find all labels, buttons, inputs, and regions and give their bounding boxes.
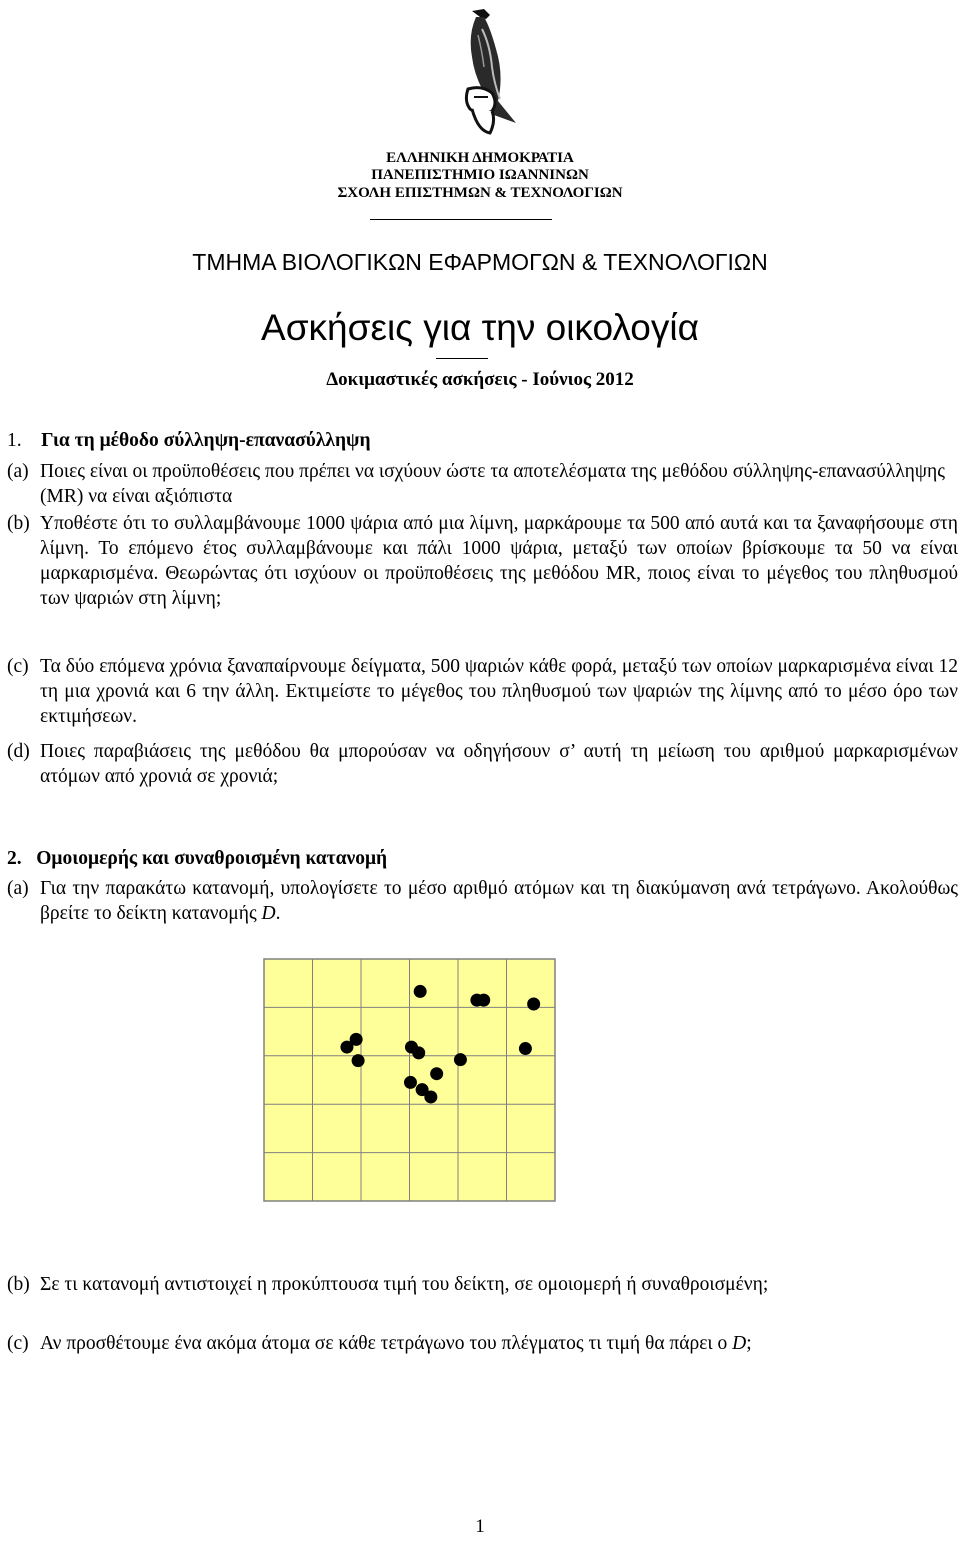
quadrat-grid — [263, 958, 556, 1202]
item-text: Ποιες είναι οι προϋποθέσεις που πρέπει να ισχύουν ώστε τα αποτελέσματα της μεθόδου σύλληψης-επανασύλληψης (MR) να είναι αξιόπιστα — [40, 461, 945, 507]
exercise-2-item-a — [7, 876, 958, 926]
exercise-number: 1. — [7, 430, 22, 451]
institution-line: ΣΧΟΛΗ ΕΠΙΣΤΗΜΩΝ & ΤΕΧΝΟΛΟΓΙΩΝ — [337, 185, 623, 201]
item-text-part: Αν προσθέτουμε ένα ακόμα άτομα σε κάθε τετράγωνο του πλέγματος τι τιμή θα πάρει ο — [40, 1333, 733, 1354]
exercise-title: Για τη μέθοδο σύλληψη-επανασύλληψη — [41, 430, 371, 451]
item-text — [40, 876, 958, 926]
institution-line: ΕΛΛΗΝΙΚΗ ΔΗΜΟΚΡΑΤΙΑ — [386, 150, 574, 166]
header-divider — [370, 219, 552, 220]
quadrat-grid-figure — [263, 958, 556, 1202]
individual-dot — [519, 1042, 532, 1055]
page-number: 1 — [475, 1516, 485, 1537]
page-subtitle: Δοκιμαστικές ασκήσεις - Ιούνιος 2012 — [326, 369, 634, 390]
individual-dot — [352, 1054, 365, 1067]
item-label: (d) — [7, 741, 30, 762]
exercise-1-item-b — [7, 511, 958, 611]
item-text-end: . — [275, 903, 281, 924]
exercise-2-item-c — [7, 1331, 958, 1356]
item-label: (b) — [7, 1274, 30, 1295]
individual-dot — [340, 1041, 353, 1054]
item-text: Σε τι κατανομή αντιστοιχεί η προκύπτουσα τιμή του δείκτη, σε ομοιομερή ή συναθροισμένη; — [40, 1274, 769, 1295]
item-text — [40, 1331, 958, 1356]
item-text-end: ; — [746, 1333, 752, 1354]
item-label: (c) — [7, 1333, 29, 1354]
item-text: Ποιες παραβιάσεις της μεθόδου θα μπορούσαν να οδηγήσουν σ’ αυτή τη μείωση του αριθμού μαρκαρισμένων ατόμων από χρονιά σε χρονιά; — [40, 741, 958, 787]
index-symbol: D — [261, 903, 276, 924]
index-symbol: D — [732, 1333, 747, 1354]
individual-dot — [412, 1046, 425, 1059]
individual-dot — [477, 994, 490, 1007]
exercise-1-item-d — [7, 739, 958, 789]
institution-line: ΠΑΝΕΠΙΣΤΗΜΙΟ ΙΩΑΝΝΙΝΩΝ — [371, 167, 589, 183]
individual-dot — [414, 985, 427, 998]
exercise-number: 2. — [7, 848, 22, 869]
eagle-on-helmet-icon — [432, 5, 528, 145]
university-logo — [432, 5, 528, 145]
exercise-1-item-c — [7, 654, 958, 729]
individual-dot — [424, 1090, 437, 1103]
item-label: (b) — [7, 513, 30, 534]
individual-dot — [430, 1067, 443, 1080]
individual-dot — [527, 998, 540, 1011]
exercise-title: Ομοιομερής και συναθροισμένη κατανομή — [36, 848, 388, 869]
item-text: Τα δύο επόμενα χρόνια ξαναπαίρνουμε δείγματα, 500 ψαριών κάθε φορά, μεταξύ των οποίων μαρκαρισμένα είναι 12 τη μια χρονιά και 6 την άλλη. Εκτιμείστε το μέγεθος του πληθυσμού των ψαριών της λίμνης από το μέσο όρο των εκτιμήσεων. — [40, 656, 958, 727]
item-text: Υποθέστε ότι το συλλαμβάνουμε 1000 ψάρια από μια λίμνη, μαρκάρουμε τα 500 από αυτά και τα ξαναφήσουμε στη λίμνη. Το επόμενο έτος συλλαμβάνουμε και πάλι 1000 ψάρια, μεταξύ των οποίων βρίσκουμε τα 50 να είναι μαρκαρισμένα. Θεωρώντας ότι ισχύουν οι προϋποθέσεις της μεθόδου MR, ποιος είναι το μέγεθος του πληθυσμού των ψαριών στη λίμνη; — [40, 513, 958, 609]
department-name: ΤΜΗΜΑ ΒΙΟΛΟΓΙΚΩΝ ΕΦΑΡΜΟΓΩΝ & ΤΕΧΝΟΛΟΓΙΩΝ — [192, 249, 768, 275]
item-label: (a) — [7, 878, 29, 899]
page-title: Ασκήσεις για την οικολογία — [261, 307, 699, 348]
exercise-2-item-b — [7, 1272, 958, 1297]
item-label: (a) — [7, 461, 29, 482]
item-label: (c) — [7, 656, 29, 677]
item-text-part: Για την παρακάτω κατανομή, υπολογίσετε το μέσο αριθμό ατόμων και τη διακύμανση ανά τετράγωνο. Ακολούθως βρείτε το δείκτη κατανομής — [40, 878, 958, 924]
exercise-1-item-a — [7, 459, 958, 509]
exercise-2-heading — [7, 846, 387, 871]
individual-dot — [404, 1076, 417, 1089]
title-divider — [436, 358, 488, 359]
individual-dot — [454, 1053, 467, 1066]
exercise-1-heading — [7, 428, 371, 453]
